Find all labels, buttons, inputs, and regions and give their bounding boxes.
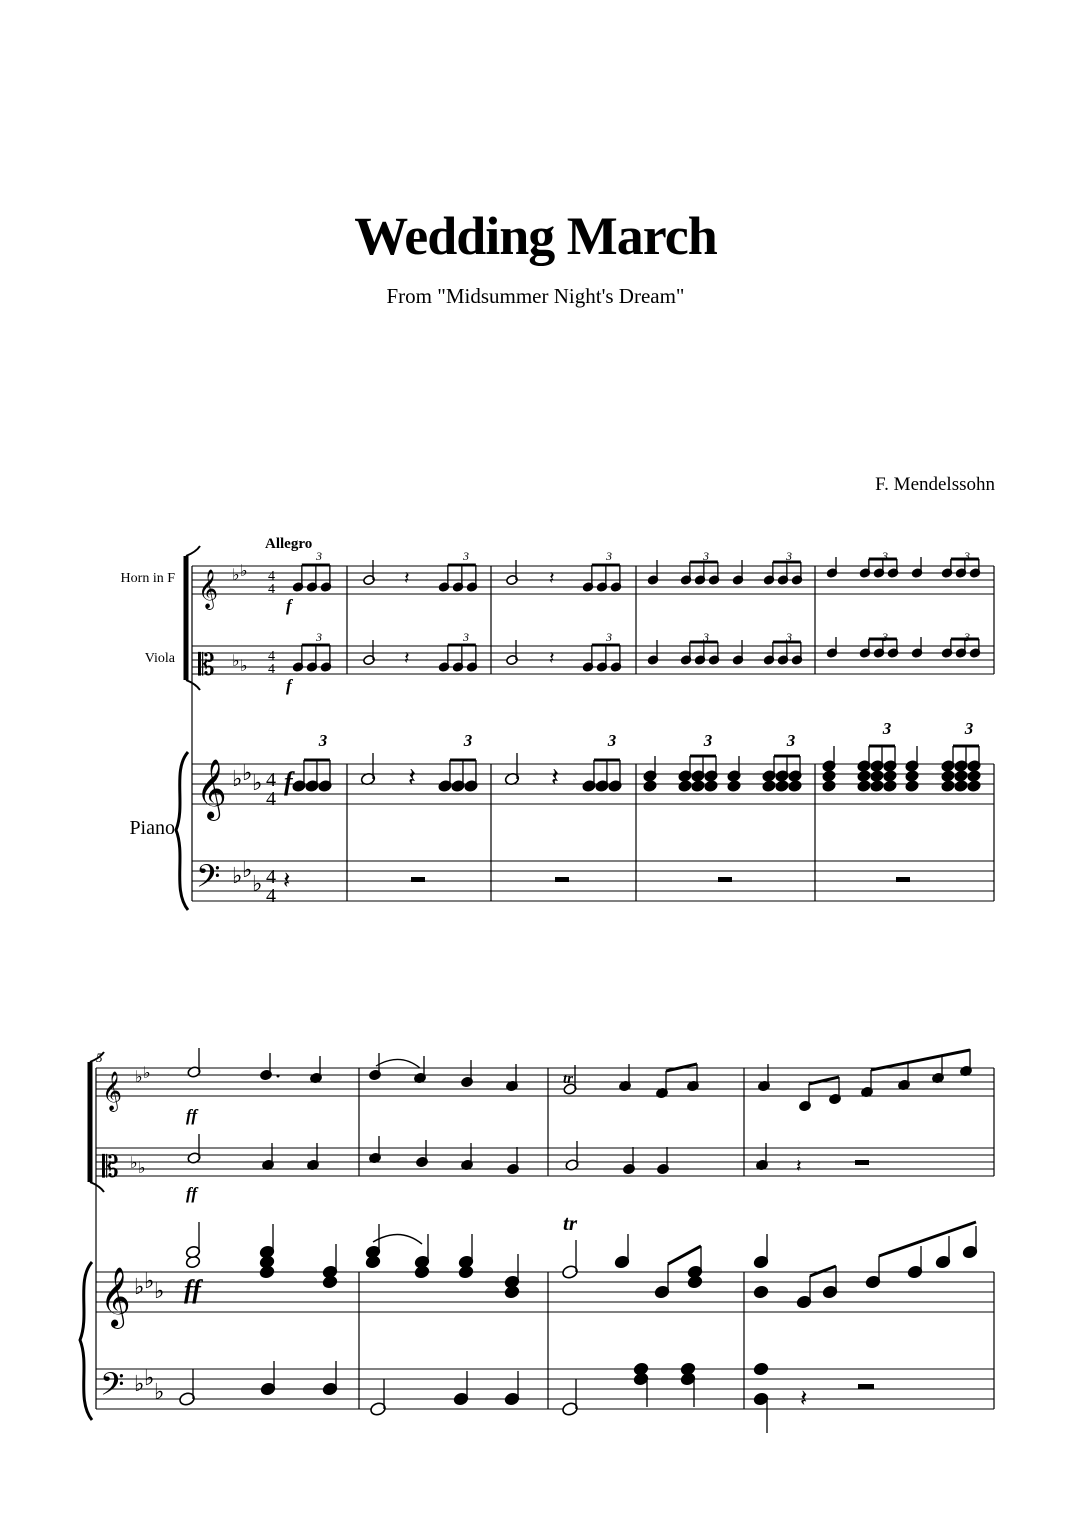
- notehead: [967, 780, 981, 792]
- notehead: [643, 780, 657, 792]
- notehead: [822, 770, 836, 782]
- quarter-rest: 𝄽: [408, 763, 416, 792]
- time-signature: 4: [268, 649, 275, 664]
- notehead: [822, 780, 836, 792]
- key-flat: ♭: [242, 857, 253, 882]
- notehead: [727, 780, 741, 792]
- key-flat: ♭: [143, 1065, 151, 1082]
- key-flat: ♭: [135, 1069, 143, 1086]
- tuplet-number: 3: [463, 549, 469, 563]
- key-flat: ♭: [232, 653, 240, 670]
- beam: [809, 1077, 839, 1084]
- time-signature: 4: [268, 662, 275, 677]
- notehead: [857, 770, 871, 782]
- staff-label-horn: Horn in F: [120, 571, 175, 586]
- dynamic-piano-2: ff: [184, 1275, 201, 1304]
- key-flat: ♭: [144, 1365, 155, 1390]
- time-signature: 4: [266, 769, 276, 791]
- notation-layer: [80, 546, 994, 1433]
- half-rest: [858, 1384, 874, 1389]
- notehead: [967, 770, 981, 782]
- staff-label-viola: Viola: [144, 651, 175, 666]
- whole-rest: [718, 877, 732, 882]
- notehead: [788, 780, 802, 792]
- key-flat: ♭: [144, 1268, 155, 1293]
- notehead: [905, 770, 919, 782]
- treble-clef: 𝄞: [198, 571, 219, 608]
- beam: [668, 1246, 701, 1264]
- notehead: [941, 770, 955, 782]
- notehead: [691, 780, 705, 792]
- notehead: [678, 780, 692, 792]
- tuplet-number: 3: [606, 549, 612, 563]
- tuplet-number: 3: [786, 731, 796, 750]
- notehead: [870, 770, 884, 782]
- dynamic-piano: f: [284, 767, 293, 796]
- notehead: [905, 780, 919, 792]
- page-subtitle: From "Midsummer Night's Dream": [386, 284, 685, 308]
- quarter-rest: 𝄽: [551, 763, 559, 792]
- time-signature: 4: [268, 582, 275, 597]
- piano-brace: [80, 1262, 92, 1420]
- tuplet-number: 3: [318, 731, 328, 750]
- slur: [373, 1234, 422, 1244]
- treble-clef: 𝄞: [196, 761, 227, 818]
- system-bracket: [186, 546, 200, 556]
- notehead: [883, 770, 897, 782]
- tuplet-number: 3: [316, 630, 322, 644]
- tuplet-number: 3: [882, 719, 892, 738]
- quarter-rest: 𝄽: [800, 1386, 808, 1412]
- tempo-marking: Allegro: [265, 536, 313, 552]
- alto-clef: 𝄡: [102, 1151, 119, 1184]
- key-flat: ♭: [130, 1155, 138, 1172]
- quarter-rest: 𝄽: [283, 868, 291, 894]
- key-flat: ♭: [232, 863, 243, 888]
- key-flat: ♭: [134, 1371, 145, 1396]
- notehead: [941, 780, 955, 792]
- tuplet-number: 3: [703, 549, 709, 563]
- tuplet-number: 3: [786, 630, 792, 644]
- beam: [879, 1222, 976, 1256]
- dynamic-viola-2: ff: [186, 1184, 198, 1203]
- quarter-rest: 𝄽: [549, 568, 555, 588]
- dynamic-horn: f: [286, 596, 292, 615]
- notehead: [753, 1362, 769, 1376]
- whole-rest: [896, 877, 910, 882]
- key-flat: ♭: [154, 1379, 165, 1404]
- key-flat: ♭: [242, 760, 253, 785]
- bass-clef: 𝄢: [100, 1368, 125, 1410]
- time-signature: 4: [266, 866, 276, 888]
- key-flat: ♭: [252, 871, 263, 896]
- notehead: [870, 780, 884, 792]
- page-title: Wedding March: [354, 206, 717, 266]
- notehead: [857, 780, 871, 792]
- time-signature: 4: [268, 569, 275, 584]
- treble-clef: 𝄞: [100, 1269, 131, 1326]
- tuplet-number: 3: [606, 630, 612, 644]
- treble-clef: 𝄞: [102, 1073, 123, 1110]
- whole-rest: [411, 877, 425, 882]
- beam: [810, 1266, 836, 1276]
- quarter-rest: 𝄽: [404, 648, 410, 668]
- tuplet-number: 3: [463, 630, 469, 644]
- notehead: [954, 780, 968, 792]
- composer-name: F. Mendelssohn: [875, 474, 995, 495]
- dot: [277, 1075, 280, 1078]
- quarter-rest: 𝄽: [404, 568, 410, 588]
- piano-brace: [176, 752, 188, 910]
- bass-clef: 𝄢: [196, 860, 221, 902]
- beam: [871, 1050, 970, 1070]
- label-layer: [96, 536, 974, 1304]
- tuplet-number: 3: [463, 731, 473, 750]
- notehead: [883, 780, 897, 792]
- key-flat: ♭: [252, 770, 263, 795]
- quarter-rest: 𝄽: [549, 648, 555, 668]
- measure-number: 5: [96, 1050, 103, 1065]
- tuplet-number: 3: [316, 549, 322, 563]
- key-flat: ♭: [134, 1274, 145, 1299]
- quarter-rest: 𝄽: [796, 1156, 802, 1176]
- tuplet-number: 3: [964, 630, 970, 644]
- time-signature: 4: [266, 788, 276, 810]
- tuplet-number: 3: [964, 719, 974, 738]
- half-rest: [855, 1160, 869, 1165]
- key-flat: ♭: [240, 658, 248, 675]
- tuplet-number: 3: [882, 549, 888, 563]
- slur: [376, 1059, 420, 1068]
- notehead: [753, 1285, 769, 1299]
- dynamic-horn-2: ff: [186, 1106, 198, 1125]
- key-flat: ♭: [240, 563, 248, 580]
- notehead: [704, 780, 718, 792]
- tuplet-number: 3: [964, 549, 970, 563]
- alto-clef: 𝄡: [198, 649, 215, 682]
- tuplet-number: 3: [703, 731, 713, 750]
- staff-label-piano: Piano: [129, 817, 175, 839]
- tuplet-number: 3: [703, 630, 709, 644]
- dynamic-viola: f: [286, 676, 292, 695]
- key-flat: ♭: [232, 567, 240, 584]
- tuplet-number: 3: [882, 630, 888, 644]
- trill-mark-horn: tr: [563, 1071, 574, 1087]
- notehead: [762, 780, 776, 792]
- notehead: [775, 780, 789, 792]
- whole-rest: [555, 877, 569, 882]
- tuplet-number: 3: [786, 549, 792, 563]
- time-signature: 4: [266, 885, 276, 907]
- key-flat: ♭: [138, 1160, 146, 1177]
- key-flat: ♭: [154, 1278, 165, 1303]
- notehead: [954, 770, 968, 782]
- trill-mark-piano: tr: [563, 1211, 578, 1235]
- key-flat: ♭: [232, 766, 243, 791]
- tuplet-number: 3: [607, 731, 617, 750]
